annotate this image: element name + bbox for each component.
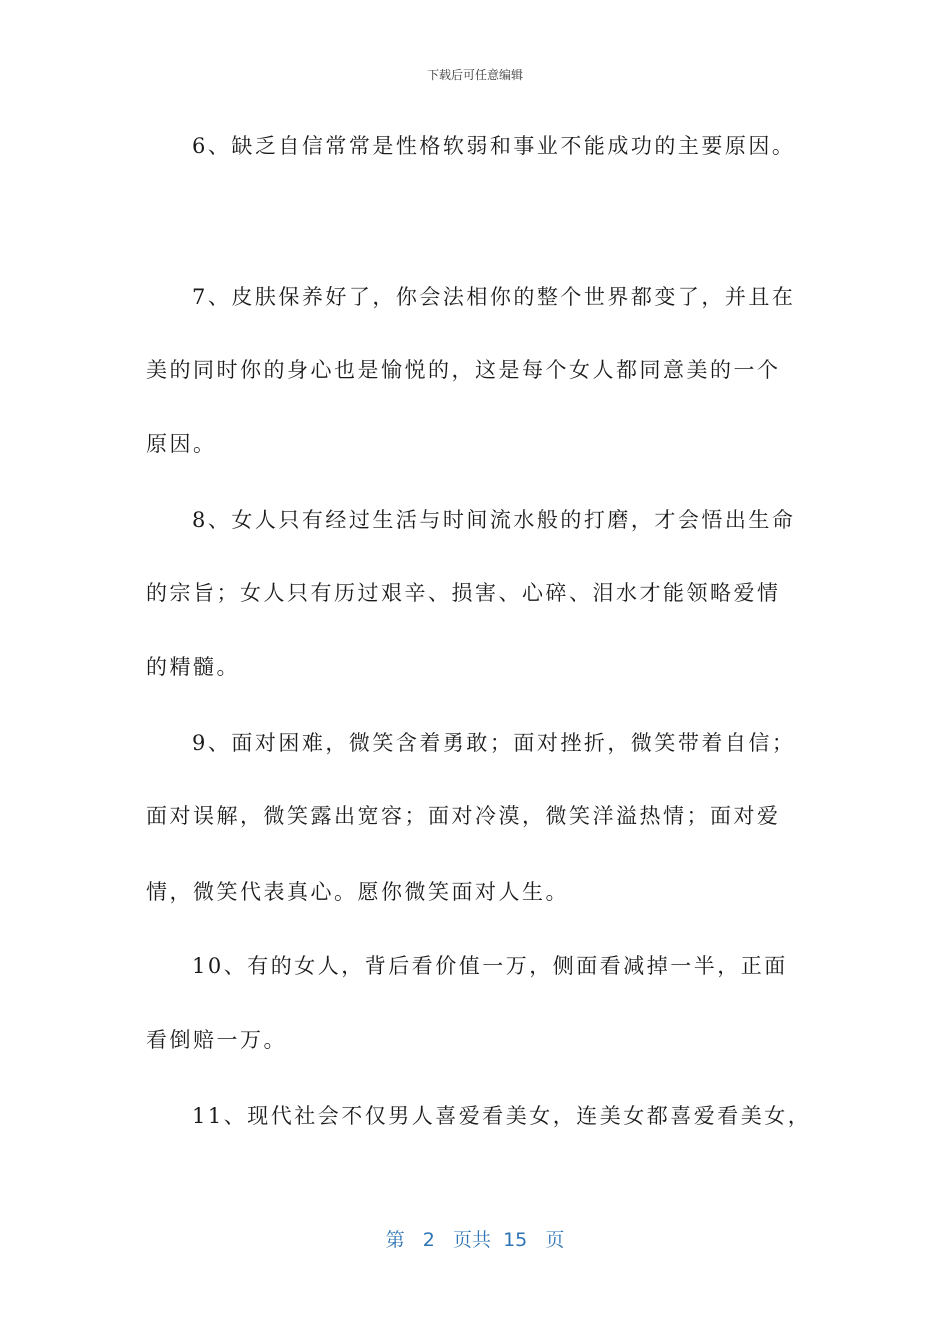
paragraph-9-line-2: 面对误解，微笑露出宽容；面对冷漠，微笑洋溢热情；面对爱 [146, 804, 781, 828]
paragraph-6-line-1: 6、缺乏自信常常是性格软弱和事业不能成功的主要原因。 [192, 134, 796, 158]
page-header: 下载后可任意编辑 [426, 68, 523, 82]
paragraph-10-line-1: 10、有的女人，背后看价值一万，侧面看减掉一半，正面 [192, 954, 788, 978]
paragraph-7-line-1: 7、皮肤保养好了，你会法相你的整个世界都变了，并且在 [192, 285, 796, 309]
total-pages-number: 15 [503, 1229, 528, 1251]
paragraph-8-line-1: 8、女人只有经过生活与时间流水般的打磨，才会悟出生命 [192, 508, 796, 532]
paragraph-10-line-2: 看倒赔一万。 [146, 1028, 287, 1052]
paragraph-7-line-2: 美的同时你的身心也是愉悦的，这是每个女人都同意美的一个 [146, 358, 781, 382]
paragraph-9-line-3: 情，微笑代表真心。愿你微笑面对人生。 [146, 880, 569, 904]
footer-middle: 页共 [452, 1229, 491, 1251]
page-footer [0, 1225, 950, 1252]
current-page-number: 2 [422, 1229, 435, 1251]
paragraph-7-line-3: 原因。 [146, 432, 217, 456]
paragraph-8-line-3: 的精髓。 [146, 655, 240, 679]
paragraph-11-line-1: 11、现代社会不仅男人喜爱看美女，连美女都喜爱看美女， [192, 1104, 812, 1128]
paragraph-9-line-1: 9、面对困难，微笑含着勇敢；面对挫折，微笑带着自信； [192, 731, 796, 755]
paragraph-8-line-2: 的宗旨；女人只有历过艰辛、损害、心碎、泪水才能领略爱情 [146, 581, 781, 605]
footer-suffix: 页 [545, 1229, 565, 1251]
footer-prefix: 第 [385, 1229, 405, 1251]
